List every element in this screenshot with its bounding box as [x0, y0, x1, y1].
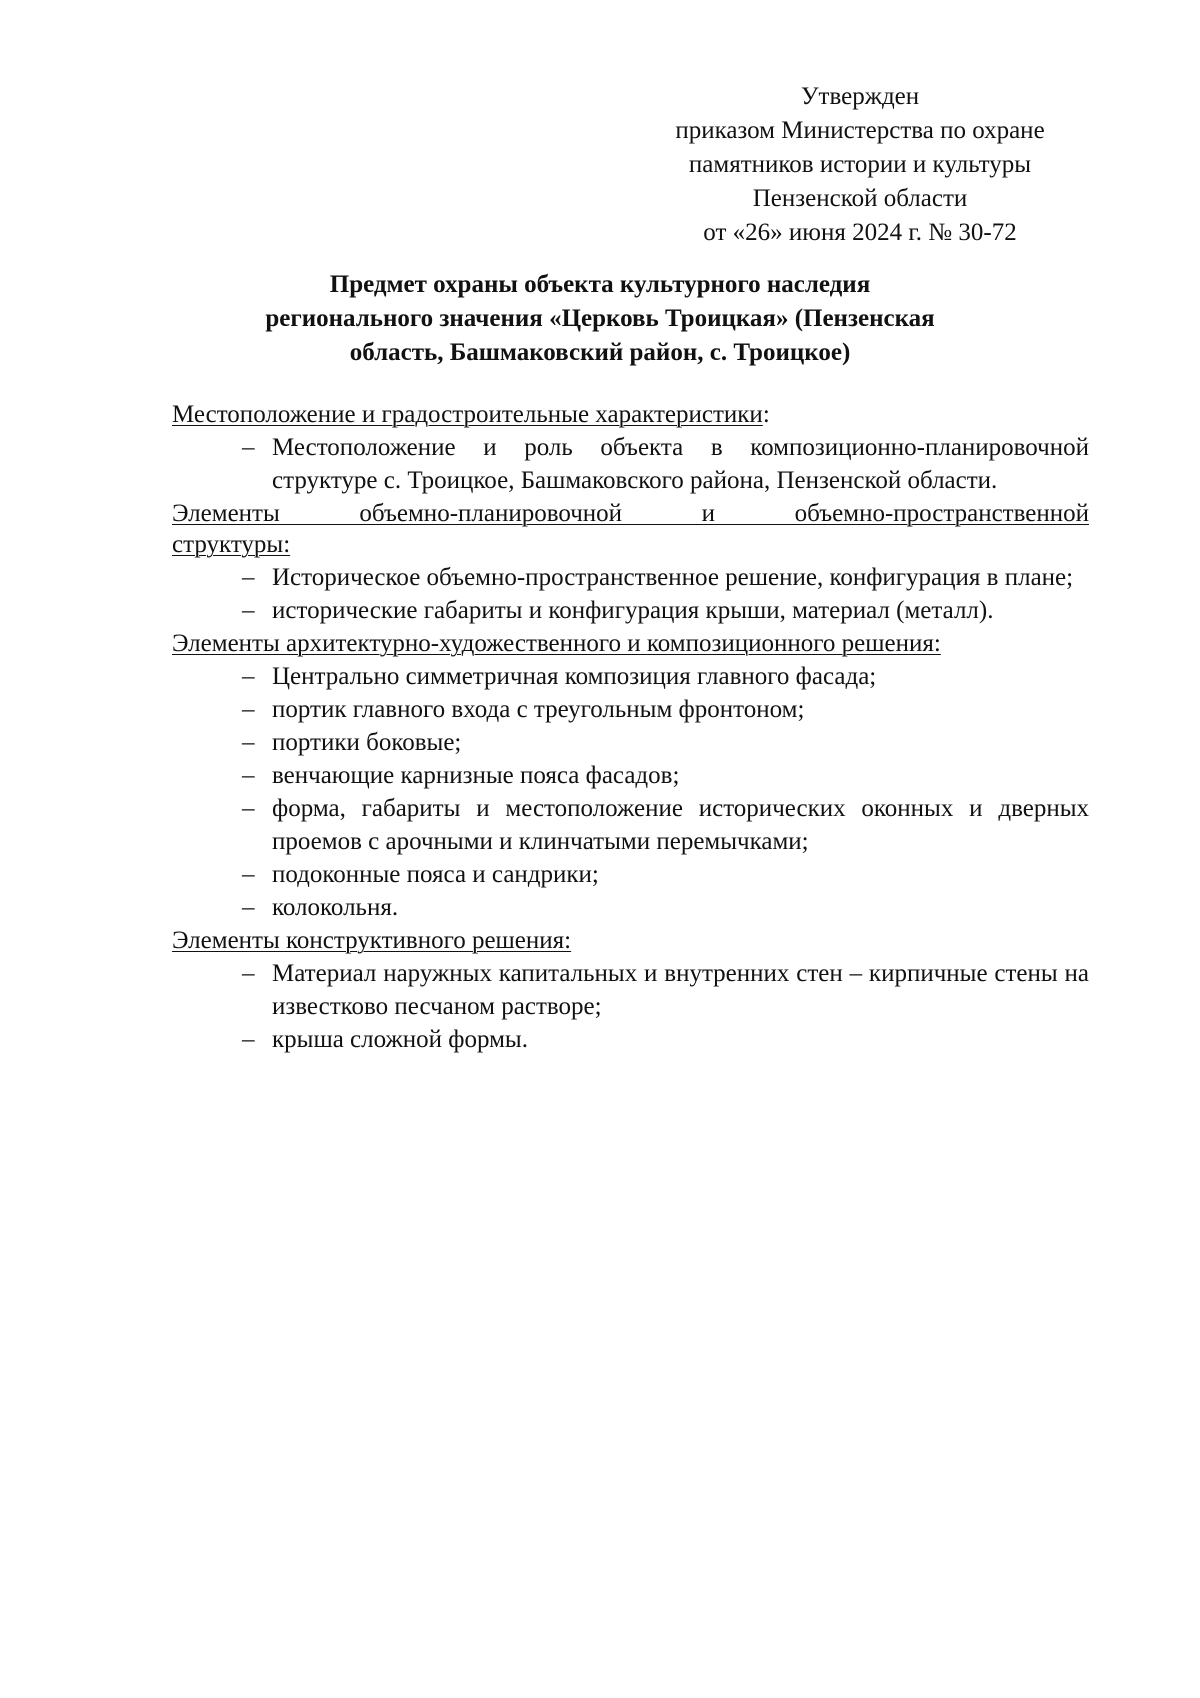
list-item-text: исторические габариты и конфигурация крыши, материал (металл).	[272, 597, 994, 624]
list-item-text: Центрально симметричная композиция главного фасада;	[272, 663, 877, 690]
list-item-text: Историческое объемно-пространственное решение, конфигурация в плане;	[272, 564, 1074, 591]
list-item	[242, 431, 1089, 497]
list-item-text: форма, габариты и местоположение исторических оконных и дверных проемов с арочными и клинчатыми перемычками;	[272, 795, 1089, 855]
title-line: регионального значения «Церковь Троицкая» (Пензенская	[265, 305, 935, 332]
dash-marker: –	[242, 663, 255, 690]
approval-line: Пензенской области	[752, 185, 968, 212]
list-item-text: венчающие карнизные пояса фасадов;	[272, 762, 680, 789]
title-line: область, Башмаковский район, с. Троицкое)	[349, 339, 851, 366]
approval-line: от «26» июня 2024 г. № 30-72	[703, 219, 1017, 246]
list-item-text: Местоположение и роль объекта в композиционно-планировочной структуре с. Троицкое, Башмаковского района, Пензенской области.	[272, 434, 1089, 494]
list-item	[242, 660, 1089, 693]
section-items	[172, 957, 1089, 1056]
approval-line: приказом Министерства по охране	[675, 117, 1045, 144]
section-construction	[172, 924, 1089, 1056]
dash-marker: –	[242, 597, 255, 624]
dash-marker: –	[242, 434, 255, 461]
list-item-text: подоконные пояса и сандрики;	[272, 861, 599, 888]
list-item	[242, 957, 1089, 1023]
approval-line: Утвержден	[800, 83, 920, 110]
dash-marker: –	[242, 1026, 255, 1053]
list-item	[242, 726, 1089, 759]
section-heading: Элементы объемно-планировочной и объемно-пространственной	[172, 500, 1089, 527]
section-heading: Элементы конструктивного решения:	[172, 927, 572, 954]
document-content	[172, 398, 1089, 1056]
list-item	[242, 1023, 1089, 1056]
dash-marker: –	[242, 729, 255, 756]
section-architecture	[172, 627, 1089, 924]
dash-marker: –	[242, 795, 255, 822]
section-heading-text: Местоположение и градостроительные характеристики	[172, 401, 763, 428]
dash-marker: –	[242, 564, 255, 591]
list-item-text: колокольня.	[272, 894, 399, 921]
dash-marker: –	[242, 696, 255, 723]
list-item-text: портики боковые;	[272, 729, 462, 756]
section-heading-colon: :	[762, 401, 770, 428]
list-item	[242, 693, 1089, 726]
list-item	[242, 891, 1089, 924]
list-item	[242, 858, 1089, 891]
section-items	[172, 561, 1089, 627]
list-item-text: крыша сложной формы.	[272, 1026, 528, 1053]
section-items	[172, 431, 1089, 497]
list-item	[242, 792, 1089, 858]
approval-block	[630, 80, 1090, 250]
dash-marker: –	[242, 861, 255, 888]
section-items	[172, 660, 1089, 924]
dash-marker: –	[242, 960, 255, 987]
section-heading-continued: структуры:	[172, 531, 291, 558]
section-volume-structure	[172, 497, 1089, 627]
section-location	[172, 398, 1089, 497]
list-item-text: портик главного входа с треугольным фронтоном;	[272, 696, 805, 723]
dash-marker: –	[242, 894, 255, 921]
section-heading: Элементы архитектурно-художественного и композиционного решения:	[172, 630, 941, 657]
list-item	[242, 759, 1089, 792]
dash-marker: –	[242, 762, 255, 789]
approval-line: памятников истории и культуры	[688, 151, 1032, 178]
list-item-text: Материал наружных капитальных и внутренних стен – кирпичные стены на известково песчаном растворе;	[272, 960, 1089, 1020]
title-line: Предмет охраны объекта культурного наследия	[329, 271, 871, 298]
list-item	[242, 594, 1089, 627]
list-item	[242, 561, 1089, 594]
section-heading	[172, 398, 1089, 431]
document-title	[170, 268, 1030, 370]
